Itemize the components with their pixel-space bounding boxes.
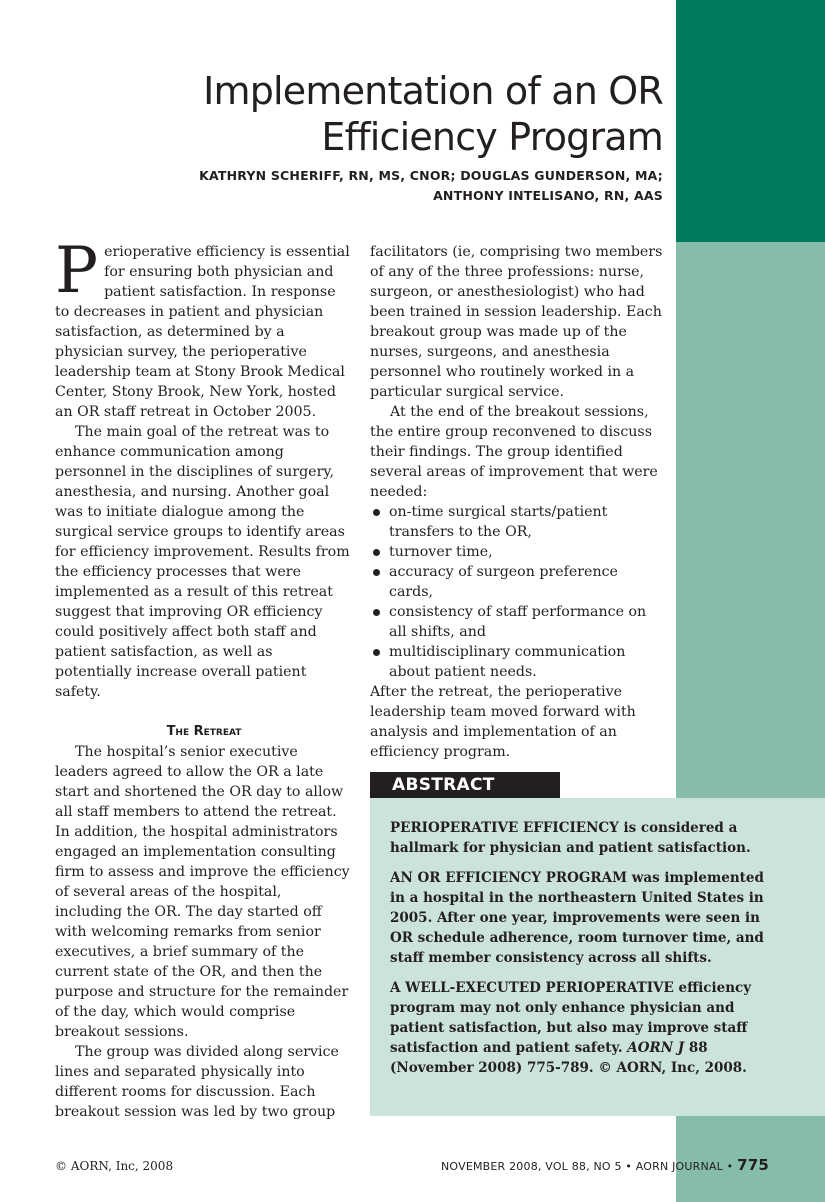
list-item: multidisciplinary communication about patient needs.: [370, 642, 666, 682]
improvement-list: [370, 502, 666, 682]
color-band-dark: [676, 0, 825, 242]
footer-issue-info: [441, 1156, 769, 1176]
body-paragraph: After the retreat, the perioperative leadership team moved forward with analysis and implementation of an efficiency program.: [370, 684, 636, 760]
section-heading: The Retreat: [166, 724, 242, 739]
list-item: accuracy of surgeon preference cards,: [370, 562, 666, 602]
footer-issue: NOVEMBER 2008, VOL 88, NO 5 • AORN JOURNAL •: [441, 1160, 734, 1173]
abstract-text-span: A WELL-EXECUTED PERIOPERATIVE efficiency program may not only enhance physician and patient satisfaction, but also may improve staff satisfaction and patient safety.: [390, 980, 752, 1056]
abstract-heading: ABSTRACT: [370, 772, 560, 798]
list-item: consistency of staff performance on all shifts, and: [370, 602, 666, 642]
drop-cap: P: [55, 234, 99, 308]
journal-abbrev: AORN J: [627, 1040, 685, 1056]
authors-line-2: ANTHONY INTELISANO, RN, AAS: [433, 188, 663, 203]
intro-text: erioperative efficiency is essential for ensuring both physician and patient satisfaction. In response to decreases in patient and physician satisfaction, as determined by a physician survey, the perioperative leadership team at Stony Brook Medical Center, Stony Brook, New York, hosted an OR staff retreat in October 2005.: [55, 244, 350, 420]
abstract-paragraph: PERIOPERATIVE EFFICIENCY is considered a hallmark for physician and patient satisfaction.: [390, 820, 751, 856]
body-paragraph: At the end of the breakout sessions, the entire group reconvened to discuss their findings. The group identified several areas of improvement that were needed:: [370, 404, 658, 500]
title-line-1: Implementation of an OR: [203, 69, 663, 113]
body-column-left: [55, 234, 353, 1122]
list-item: on-time surgical starts/patient transfers to the OR,: [370, 502, 666, 542]
article-title: [203, 68, 663, 160]
body-paragraph: The group was divided along service lines and separated physically into different rooms for discussion. Each breakout session was led by two group: [55, 1044, 339, 1120]
intro-paragraph: [55, 234, 353, 422]
title-line-2: Efficiency Program: [321, 115, 663, 159]
footer-copyright: © AORN, Inc, 2008: [55, 1159, 174, 1173]
list-item: turnover time,: [370, 542, 666, 562]
body-paragraph: The hospital’s senior executive leaders agreed to allow the OR a late start and shortened the OR day to allow all staff members to attend the retreat. In addition, the hospital administrators engaged an implementation consulting firm to assess and improve the efficiency of several areas of the hospital, including the OR. The day started off with welcoming remarks from senior executives, a brief summary of the current state of the OR, and then the purpose and structure for the remainder of the day, which would comprise breakout sessions.: [55, 744, 350, 1040]
author-list: [199, 166, 663, 206]
body-paragraph: facilitators (ie, comprising two members of any of the three professions: nurse, surgeon, or anesthesiologist) who had been trained in session leadership. Each breakout group was made up of the nurses, surgeons, and anesthesia personnel who routinely worked in a particular surgical service.: [370, 244, 663, 400]
body-paragraph: The main goal of the retreat was to enhance communication among personnel in the disciplines of surgery, anesthesia, and nursing. Another goal was to initiate dialogue among the surgical service groups to identify areas for efficiency improvement. Results from the efficiency processes that were implemented as a result of this retreat suggest that improving OR efficiency could positively affect both staff and patient satisfaction, as well as potentially increase overall patient safety.: [55, 424, 350, 700]
abstract-citation: 88 (November 2008) 775-789. © AORN, Inc, 2008.: [390, 1040, 747, 1076]
abstract-paragraph: AN OR EFFICIENCY PROGRAM was implemented in a hospital in the northeastern United States in 2005. After one year, improvements were seen in OR schedule adherence, room turnover time, and staff member consistency across all shifts.: [390, 870, 764, 966]
page-number: 775: [737, 1156, 769, 1174]
abstract-paragraph: [390, 978, 782, 1078]
abstract-text: [390, 818, 782, 1088]
authors-line-1: KATHRYN SCHERIFF, RN, MS, CNOR; DOUGLAS GUNDERSON, MA;: [199, 168, 663, 183]
body-column-right: [370, 242, 666, 762]
